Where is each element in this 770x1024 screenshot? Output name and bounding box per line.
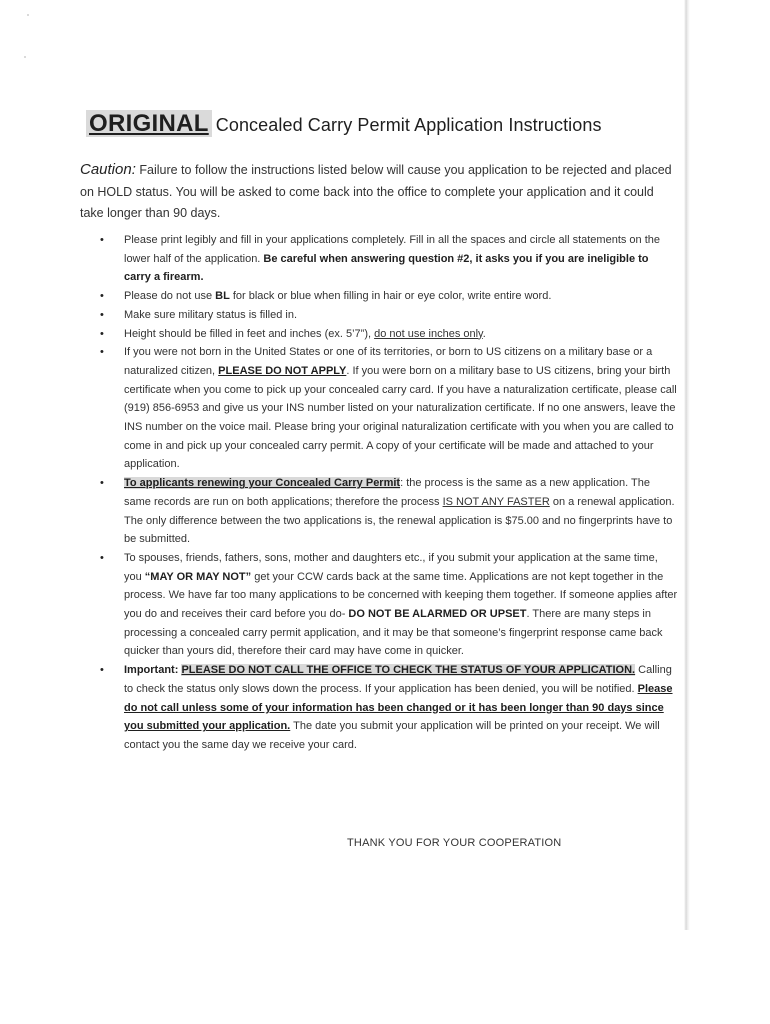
important-notice: PLEASE DO NOT CALL THE OFFICE TO CHECK THE STATUS OF YOUR APPLICATION.: [181, 664, 636, 677]
instruction-item: • To applicants renewing your Concealed Carry Permit: the process is the same as a new application. The same records are run on both applications; therefore the process IS NOT ANY FASTER on a renewal application. The only difference between the two applications is, the renewal application is $75.00 and no fingerprints have to be submitted.: [98, 474, 678, 549]
instructions-list: [98, 231, 678, 755]
instruction-item: • Make sure military status is filled in.: [98, 306, 678, 325]
document-title: [86, 110, 686, 138]
instruction-item: • To spouses, friends, fathers, sons, mother and daughters etc., if you submit your application at the same time, you “MAY OR MAY NOT” get your CCW cards back at the same time. Applications are not kept together in the process. We have far too many applications to be concerned with keeping them together. If someone applies after you do and receives their card before you do- DO NOT BE ALARMED OR UPSET. There are many steps in processing a concealed carry permit application, and it may be that someone’s fingerprint response came back quicker than yours did, therefore their card may have come in quicker.: [98, 549, 678, 661]
scan-speck: [24, 56, 26, 58]
instruction-item: • If you were not born in the United States or one of its territories, or born to US citizens on a military base or a naturalized citizen, PLEASE DO NOT APPLY. If you were born on a military base to US citizens, bring your birth certificate when you come to pick up your concealed carry card. If you have a naturalization certificate, please call (919) 856-6953 and give us your INS number listed on your naturalization certificate. If no one answers, leave the INS number on the voice mail. Please bring your original naturalization certificate with you when you are called to come in and pick up your concealed carry permit. A copy of your certificate will be made and attached to your application.: [98, 343, 678, 474]
caution-label: Caution:: [80, 161, 136, 178]
closing-line: THANK YOU FOR YOUR COOPERATION: [347, 837, 562, 849]
title-text: Concealed Carry Permit Application Instructions: [215, 115, 602, 135]
renewal-heading: To applicants renewing your Concealed Carry Permit: [124, 477, 401, 490]
instruction-item: • Important: PLEASE DO NOT CALL THE OFFICE TO CHECK THE STATUS OF YOUR APPLICATION. Calling to check the status only slows down the process. If your application has been denied, you will be notified. Please do not call unless some of your information has been changed or it has been longer than 90 days since you submitted your application. The date you submit your application will be printed on your receipt. We will contact you the same day we receive your card.: [98, 661, 678, 755]
instruction-item: • Height should be filled in feet and inches (ex. 5’7”), do not use inches only.: [98, 325, 678, 344]
important-label: Important:: [124, 664, 179, 677]
instruction-item: • Please print legibly and fill in your applications completely. Fill in all the spaces and circle all statements on the lower half of the application. Be careful when answering question #2, it asks you if you are ineligible to carry a firearm.: [98, 231, 678, 287]
caution-text: Failure to follow the instructions listed below will cause you application to be rejected and placed on HOLD status. You will be asked to come back into the office to complete your application and it could take longer than 90 days.: [80, 163, 672, 220]
scan-speck: [27, 14, 29, 16]
instruction-item: • Please do not use BL for black or blue when filling in hair or eye color, write entire word.: [98, 287, 678, 306]
title-original-highlight: ORIGINAL: [86, 110, 212, 137]
scan-edge-shadow: [684, 0, 690, 930]
caution-paragraph: [80, 159, 676, 225]
